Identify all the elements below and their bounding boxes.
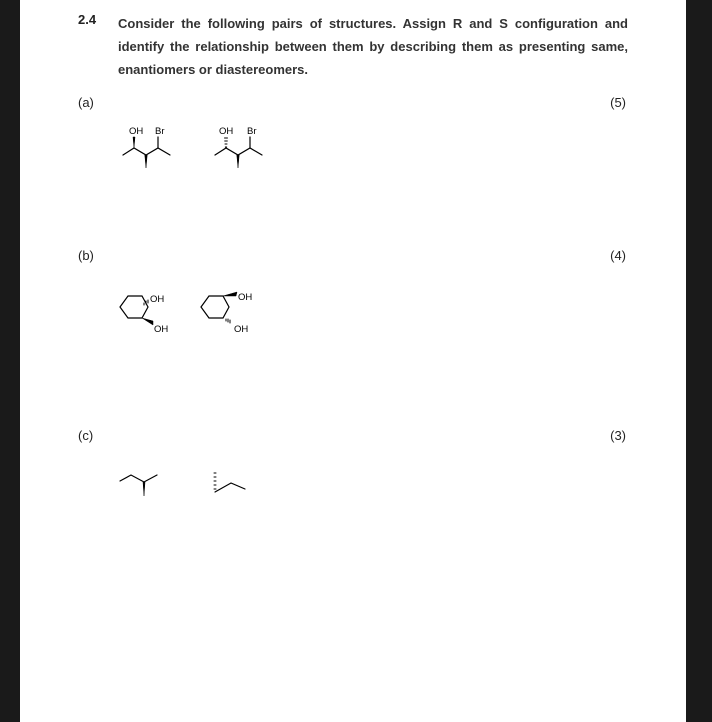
oh-bottom-wedge-bond [142,318,153,325]
oh-top-label: OH [150,294,165,305]
question-text: Consider the following pairs of structures. Assign R and S configuration and identify the relationship between them by describing them as presenting same, enantiomers or diastereomers. [118,16,628,77]
oh-bottom-label: OH [154,324,169,335]
oh-bottom-label: OH [234,324,249,335]
cyclohexane-ring [120,296,148,318]
cyclohexane-ring [201,296,229,318]
br-label: Br [247,126,257,137]
part-b-molecule-2 [201,285,271,345]
part-c-molecule-2 [205,466,255,501]
part-a-molecule-1 [115,120,185,175]
carbon-chain [215,148,262,155]
methyl-wedge-bond [143,482,145,496]
methyl-wedge-bond [237,155,239,168]
carbon-chain [120,475,157,482]
part-a-molecule-2 [207,120,277,175]
oh-hash-bond [225,138,228,147]
part-b-marks: (4) [610,248,626,263]
part-c-label: (c) [78,428,94,443]
carbon-chain [123,148,170,155]
part-b-label: (b) [78,248,94,263]
oh-label: OH [129,126,144,137]
part-c-molecule-1 [117,468,167,503]
br-label: Br [155,126,165,137]
part-a-marks: (5) [610,95,626,110]
oh-bottom-hash-bond [226,319,230,323]
oh-label: OH [219,126,234,137]
oh-top-label: OH [238,292,253,303]
carbon-chain [215,483,245,492]
part-c-marks: (3) [610,428,626,443]
part-b-molecule-1 [115,285,185,345]
question-number: 2.4 [78,12,97,27]
methyl-hash-bond [214,473,216,489]
part-a-label: (a) [78,95,94,110]
oh-top-wedge-bond [223,292,237,296]
exam-page [20,0,686,722]
methyl-wedge-bond [145,155,147,168]
oh-wedge-bond [133,137,135,148]
